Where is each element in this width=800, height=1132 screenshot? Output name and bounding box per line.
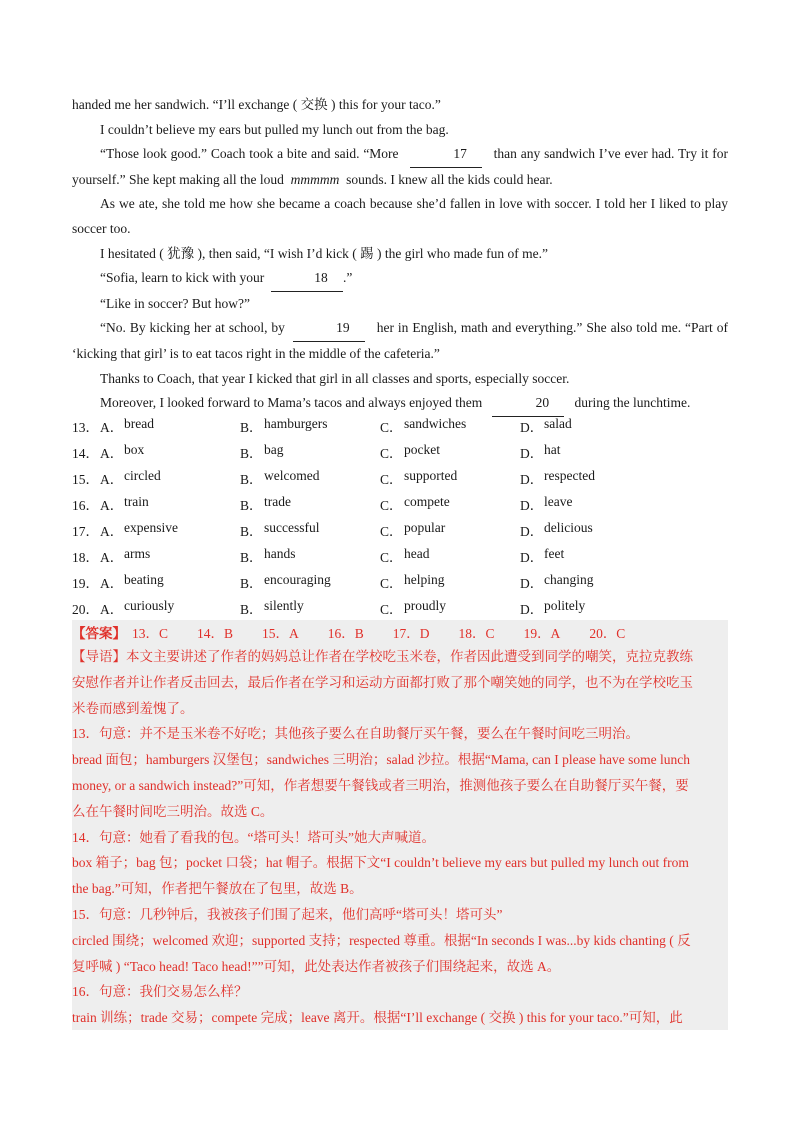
option-letter: A．: [100, 524, 124, 539]
passage-line: handed me her sandwich. “I’ll exchange ( 交换 ) this for your taco.”: [72, 97, 441, 112]
passage-text: than any sandwich I’ve ever had. Try it for yourself.” She kept making all the loud: [72, 146, 728, 187]
option-word: box: [124, 442, 145, 457]
option-row: [72, 517, 728, 543]
option-letter: B．: [240, 472, 263, 487]
option-choice: [380, 494, 520, 514]
option-word: hamburgers: [264, 416, 328, 431]
option-choice: [240, 468, 380, 488]
option-choice: [100, 494, 240, 514]
option-choice: [520, 572, 660, 592]
option-letter: C．: [380, 576, 403, 591]
option-letter: D．: [520, 602, 544, 617]
answer-key-item: 17．D: [392, 626, 430, 641]
option-word: circled: [124, 468, 161, 483]
answer-key-item: 18．C: [458, 626, 495, 641]
option-letter: C．: [380, 602, 403, 617]
option-choice: [100, 416, 240, 436]
explanation-line: 么在午餐时间吃三明治。故选 C。: [72, 803, 274, 819]
question-number: 14．: [72, 446, 99, 461]
option-word: silently: [264, 598, 304, 613]
option-choice: [100, 442, 240, 462]
option-letter: B．: [240, 498, 263, 513]
option-row: [72, 543, 728, 569]
explanation-line: money, or a sandwich instead?”可知，作者想要午餐钱或者三明治，推测他孩子要么在自助餐厅买午餐，要: [72, 777, 689, 793]
option-word: hands: [264, 546, 296, 561]
option-word: politely: [544, 598, 586, 613]
option-word: delicious: [544, 520, 593, 535]
option-letter: A．: [100, 550, 124, 565]
option-choice: [520, 416, 660, 436]
explanation-line: circled 围绕；welcomed 欢迎；supported 支持；respected 尊重。根据“In seconds I was...by kids chanting ( 反: [72, 932, 691, 948]
option-letter: C．: [380, 420, 403, 435]
option-letter: D．: [520, 446, 544, 461]
option-choice: [380, 520, 520, 540]
option-choice: [240, 598, 380, 618]
option-choice: [240, 416, 380, 436]
option-letter: C．: [380, 472, 403, 487]
option-row: [72, 491, 728, 517]
passage-text: sounds. I knew all the kids could hear.: [346, 171, 553, 187]
answer-key-item: 16．B: [327, 626, 364, 641]
option-word: bag: [264, 442, 284, 457]
option-word: respected: [544, 468, 595, 483]
option-word: head: [404, 546, 430, 561]
passage-paragraph: [72, 316, 728, 366]
question-number: 19．: [72, 576, 99, 591]
option-choice: [520, 546, 660, 566]
option-choice: [520, 442, 660, 462]
option-word: hat: [544, 442, 561, 457]
option-row: [72, 465, 728, 491]
option-choice: [520, 520, 660, 540]
option-word: welcomed: [264, 468, 320, 483]
option-letter: B．: [240, 420, 263, 435]
reading-passage: [72, 93, 728, 417]
passage-text: during the lunchtime.: [574, 395, 691, 411]
option-word: popular: [404, 520, 446, 535]
answer-key-item: 14．B: [197, 626, 234, 641]
option-word: sandwiches: [404, 416, 467, 431]
passage-text: “No. By kicking her at school, by: [100, 320, 285, 336]
option-word: beating: [124, 572, 164, 587]
option-choice: [520, 598, 660, 618]
passage-paragraph: I hesitated ( 犹豫 ), then said, “I wish I’d kick ( 踢 ) the girl who made fun of me.”: [100, 245, 548, 261]
option-choice: [100, 598, 240, 618]
option-word: curiously: [124, 598, 175, 613]
blank-17: 17: [410, 142, 482, 168]
answer-options: [72, 413, 728, 621]
option-word: changing: [544, 572, 594, 587]
option-choice: [100, 468, 240, 488]
option-letter: B．: [240, 576, 263, 591]
answer-key-item: 19．A: [523, 626, 561, 641]
passage-paragraph: “Like in soccer? But how?”: [100, 295, 250, 311]
option-row: [72, 413, 728, 439]
option-word: expensive: [124, 520, 178, 535]
option-letter: A．: [100, 498, 124, 513]
option-word: helping: [404, 572, 445, 587]
answer-section: [72, 620, 728, 1030]
option-word: supported: [404, 468, 458, 483]
option-letter: B．: [240, 602, 263, 617]
question-number: 17．: [72, 524, 99, 539]
option-letter: D．: [520, 550, 544, 565]
explanation-line: 【导语】本文主要讲述了作者的妈妈总让作者在学校吃玉米卷，作者因此遭受到同学的嘲笑，克拉克教练: [72, 649, 693, 664]
option-letter: B．: [240, 446, 263, 461]
option-letter: C．: [380, 446, 403, 461]
option-row: [72, 569, 728, 595]
option-letter: A．: [100, 602, 124, 617]
option-word: feet: [544, 546, 565, 561]
option-choice: [520, 494, 660, 514]
option-letter: C．: [380, 498, 403, 513]
blank-19: 19: [293, 316, 365, 342]
question-number: 13．: [72, 420, 99, 435]
answer-key-item: 13．C: [132, 626, 169, 641]
explanation-line: 14．句意：她看了看我的包。“塔可头！塔可头”她大声喊道。: [72, 829, 435, 845]
passage-text: “Sofia, learn to kick with your: [100, 270, 265, 286]
option-choice: [100, 546, 240, 566]
option-choice: [240, 494, 380, 514]
option-letter: B．: [240, 524, 263, 539]
option-letter: D．: [520, 472, 544, 487]
option-word: leave: [544, 494, 573, 509]
option-choice: [240, 572, 380, 592]
option-letter: A．: [100, 576, 124, 591]
passage-italic-text: mmmmm: [290, 171, 340, 187]
explanation-line: train 训练；trade 交易；compete 完成；leave 离开。根据“I’ll exchange ( 交换 ) this for your taco.”可知，此: [72, 1010, 683, 1026]
option-word: compete: [404, 494, 450, 509]
option-choice: [240, 520, 380, 540]
option-choice: [100, 520, 240, 540]
question-number: 18．: [72, 550, 99, 565]
answer-key-row: [72, 620, 728, 644]
answer-key-item: 15．A: [262, 626, 299, 641]
explanation-line: 16．句意：我们交易怎么样？: [72, 984, 248, 1000]
explanation-line: 13．句意：并不是玉米卷不好吃；其他孩子要么在自助餐厅买午餐，要么在午餐时间吃三明治。: [72, 726, 639, 742]
passage-paragraph: As we ate, she told me how she became a coach because she’d fallen in love with soccer. I told her I liked to play soccer too.: [72, 196, 728, 236]
option-word: proudly: [404, 598, 446, 613]
explanation-line: 安慰作者并让作者反击回去，最后作者在学习和运动方面都打败了那个嘲笑她的同学，也不为在学校吃玉: [72, 674, 693, 690]
answer-key-item: 20．C: [589, 626, 626, 641]
option-letter: D．: [520, 420, 544, 435]
option-word: successful: [264, 520, 320, 535]
option-letter: A．: [100, 420, 124, 435]
option-letter: A．: [100, 472, 124, 487]
option-letter: B．: [240, 550, 263, 565]
passage-paragraph: I couldn’t believe my ears but pulled my lunch out from the bag.: [100, 121, 449, 137]
option-row: [72, 439, 728, 465]
explanation-line: the bag.”可知，作者把午餐放在了包里，故选 B。: [72, 881, 363, 897]
option-choice: [380, 416, 520, 436]
option-row: [72, 595, 728, 621]
option-choice: [380, 598, 520, 618]
blank-18: 18: [271, 266, 343, 292]
option-word: encouraging: [264, 572, 331, 587]
blank-20: 20: [492, 391, 564, 417]
option-letter: D．: [520, 498, 544, 513]
explanation-line: bread 面包；hamburgers 汉堡包；sandwiches 三明治；salad 沙拉。根据“Mama, can I please have some lunch: [72, 752, 690, 768]
passage-text: her in English, math and everything.” She also told me. “Part of ‘kicking that girl’ is to eat tacos right in the middle of the cafeteria.”: [72, 320, 728, 361]
option-choice: [380, 442, 520, 462]
option-word: trade: [264, 494, 291, 509]
passage-text: “Those look good.” Coach took a bite and said. “More: [100, 146, 399, 162]
option-choice: [380, 572, 520, 592]
option-choice: [240, 442, 380, 462]
explanation-line: 15．句意：几秒钟后，我被孩子们围了起来，他们高呼“塔可头！塔可头”: [72, 906, 503, 922]
question-number: 16．: [72, 498, 99, 513]
option-letter: D．: [520, 576, 544, 591]
passage-paragraph: [72, 266, 728, 292]
option-letter: C．: [380, 524, 403, 539]
passage-text: Moreover, I looked forward to Mama’s tacos and always enjoyed them: [100, 395, 483, 411]
question-number: 20．: [72, 602, 99, 617]
option-word: train: [124, 494, 149, 509]
passage-text: .”: [342, 270, 353, 286]
option-word: pocket: [404, 442, 440, 457]
question-number: 15．: [72, 472, 99, 487]
option-choice: [380, 468, 520, 488]
explanation-block: [72, 644, 728, 1031]
explanation-line: 米卷而感到羞愧了。: [72, 700, 194, 716]
option-choice: [240, 546, 380, 566]
option-word: arms: [124, 546, 151, 561]
option-choice: [380, 546, 520, 566]
option-word: salad: [544, 416, 572, 431]
explanation-line: box 箱子；bag 包；pocket 口袋；hat 帽子。根据下文“I couldn’t believe my ears but pulled my lunch out from: [72, 855, 689, 871]
option-letter: D．: [520, 524, 544, 539]
option-choice: [520, 468, 660, 488]
option-letter: C．: [380, 550, 403, 565]
option-letter: A．: [100, 446, 124, 461]
option-choice: [100, 572, 240, 592]
option-word: bread: [124, 416, 154, 431]
passage-paragraph: Thanks to Coach, that year I kicked that girl in all classes and sports, especially soccer.: [100, 370, 570, 386]
answer-tag: 【答案】: [72, 626, 126, 641]
passage-paragraph: [72, 142, 728, 192]
explanation-line: 复呼喊 ) “Taco head! Taco head!””可知，此处表达作者被孩子们围绕起来，故选 A。: [72, 958, 561, 974]
